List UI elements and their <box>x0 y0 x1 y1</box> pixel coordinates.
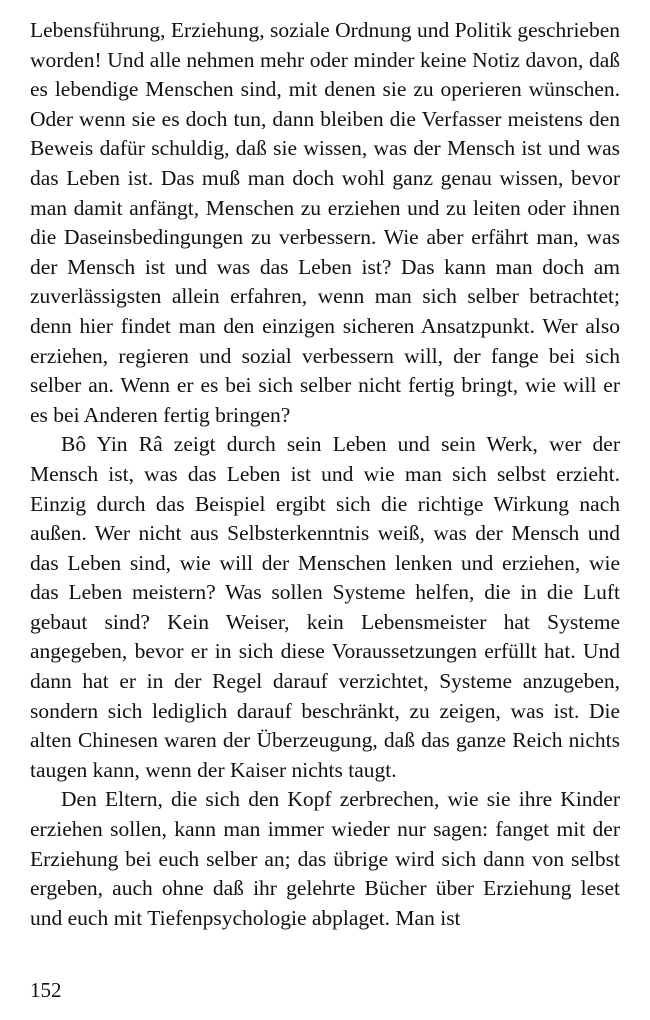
paragraph-2: Bô Yin Râ zeigt durch sein Leben und sein Werk, wer der Mensch ist, was das Leben ist und wie man sich selbst erzieht. Einzig durch das Beispiel ergibt sich die richtige Wirkung nach außen. Wer nicht aus Selbsterkenntnis weiß, was der Mensch und das Leben sind, wie will der Menschen lenken und erziehen, wie das Leben meistern? Was sollen Systeme helfen, die in die Luft gebaut sind? Kein Weiser, kein Lebensmeister hat Systeme angegeben, bevor er in sich diese Voraussetzungen erfüllt hat. Und dann hat er in der Regel darauf verzichtet, Systeme anzugeben, sondern sich lediglich darauf beschränkt, zu zeigen, was ist. Die alten Chinesen waren der Überzeugung, daß das ganze Reich nichts taugen kann, wenn der Kaiser nichts taugt. <box>30 432 620 782</box>
page-number: 152 <box>30 978 62 1002</box>
paragraph-1: Lebensführung, Erziehung, soziale Ordnung und Politik geschrieben worden! Und alle nehmen mehr oder minder keine Notiz davon, daß es lebendige Menschen sind, mit denen sie zu operieren wünschen. Oder wenn sie es doch tun, dann bleiben die Verfasser meistens den Beweis dafür schuldig, daß sie wissen, was der Mensch ist und was das Leben ist. Das muß man doch wohl ganz genau wissen, bevor man damit anfängt, Menschen zu erziehen und zu leiten oder ihnen die Daseinsbedingungen zu verbessern. Wie aber erfährt man, was der Mensch ist und was das Leben ist? Das kann man doch am zuverlässigsten allein erfahren, wenn man sich selber betrachtet; denn hier findet man den einzigen sicheren Ansatzpunkt. Wer also erziehen, regieren und sozial verbessern will, der fange bei sich selber an. Wenn er es bei sich selber nicht fertig bringt, wie will er es bei Anderen fertig bringen? <box>30 18 620 427</box>
paragraph-3: Den Eltern, die sich den Kopf zerbrechen, wie sie ihre Kinder erziehen sollen, kann man immer wieder nur sagen: fanget mit der Erziehung bei euch selber an; das übrige wird sich dann von selbst ergeben, auch ohne daß ihr gelehrte Bücher über Erziehung leset und euch mit Tiefenpsychologie abplaget. Man ist <box>30 787 620 930</box>
body-text <box>30 16 620 933</box>
